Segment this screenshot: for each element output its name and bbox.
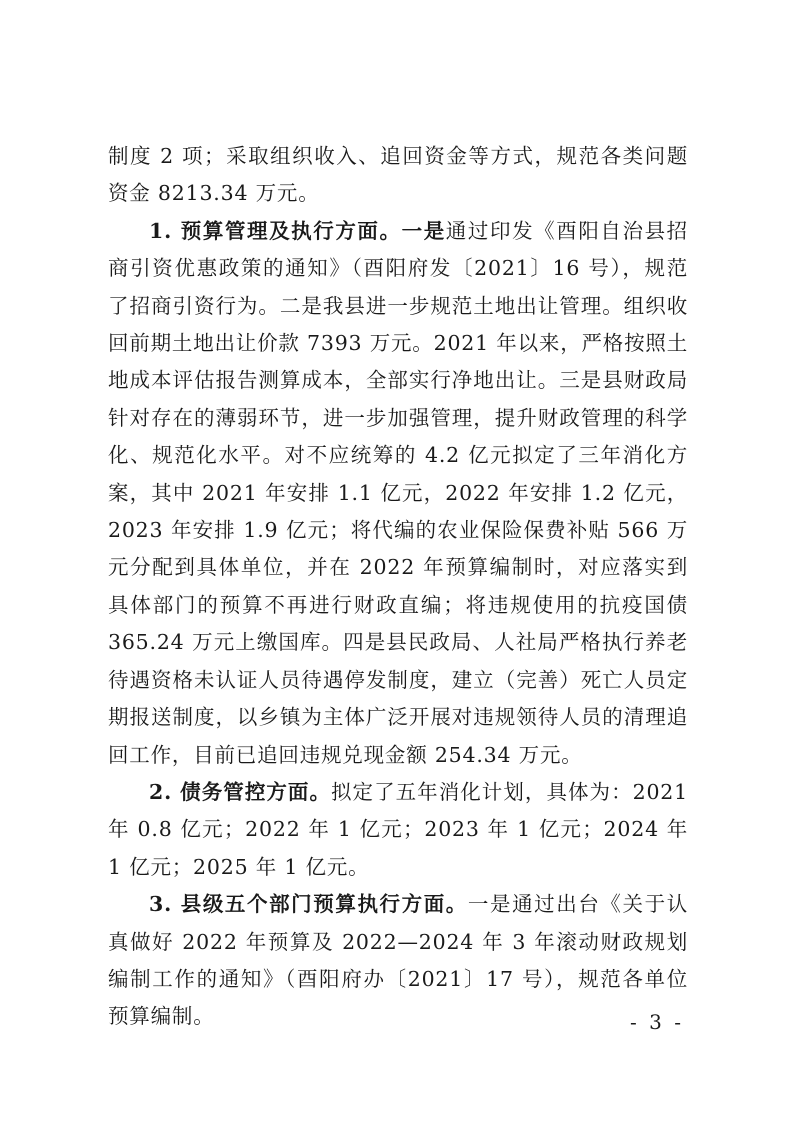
paragraph-department-budget [108,886,688,1036]
document-body [108,138,688,1036]
paragraph-heading: 3. 县级五个部门预算执行方面。 [149,892,468,917]
paragraph-budget-management [108,213,688,774]
paragraph-text: 通过印发《酉阳自治县招商引资优惠政策的通知》（酉阳府发〔2021〕16 号），规范了招商引资行为。二是我县进一步规范土地出让管理。组织收回前期土地出让价款 7393 万元。2021 年以来，严格按照土地成本评估报告测算成本，全部实行净地出让。三是县财政局针对存在的薄弱环节，进一步加强管理，提升财政管理的科学化、规范化水平。对不应统筹的 4.2 亿元拟定了三年消化方案，其中 2021 年安排 1.1 亿元，2022 年安排 1.2 亿元，2023 年安排 1.9 亿元；将代编的农业保险保费补贴 566 万元分配到具体单位，并在 2022 年预算编制时，对应落实到具体部门的预算不再进行财政直编；将违规使用的抗疫国债 365.24 万元上缴国库。四是县民政局、人社局严格执行养老待遇资格未认证人员待遇停发制度，建立（完善）死亡人员定期报送制度，以乡镇为主体广泛开展对违规领待人员的清理追回工作，目前已追回违规兑现金额 254.34 万元。 [108,218,688,767]
paragraph-text: 拟定了五年消化计划，具体为：2021 年 0.8 亿元；2022 年 1 亿元；2023 年 1 亿元；2024 年 1 亿元；2025 年 1 亿元。 [108,779,688,879]
paragraph-debt-control [108,774,688,886]
paragraph-text: 制度 2 项；采取组织收入、追回资金等方式，规范各类问题资金 8213.34 万元。 [108,144,688,206]
paragraph-heading: 1. 预算管理及执行方面。一是 [149,218,446,243]
paragraph-continuation [108,138,688,213]
paragraph-text: 一是通过出台《关于认真做好 2022 年预算及 2022—2024 年 3 年滚动财政规划编制工作的通知》（酉阳府办〔2021〕17 号），规范各单位预算编制。 [108,892,688,1029]
page-number: - 3 - [630,1010,684,1034]
paragraph-heading: 2. 债务管控方面。 [149,779,331,804]
